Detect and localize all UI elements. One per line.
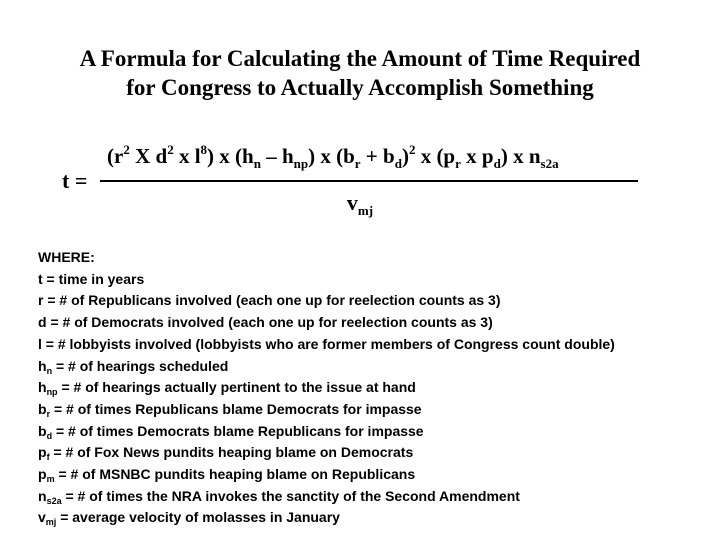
legend-row [38, 269, 708, 291]
legend-variable-subscript: r [46, 408, 51, 419]
legend-variable: p [38, 466, 47, 483]
num-hnp: – h [260, 144, 294, 168]
legend-definition: = # of hearings scheduled [52, 357, 229, 374]
legend-variable: r [38, 292, 44, 309]
legend-row [38, 377, 708, 399]
legend-heading: WHERE: [38, 249, 95, 265]
legend-definition: = # of times Democrats blame Republicans for impasse [52, 422, 424, 439]
legend-variable: v [38, 509, 46, 526]
legend-definition: = # lobbyists involved (lobbyists who are former members of Congress count double) [41, 335, 615, 352]
num-n: ) x n [500, 144, 541, 168]
legend-row [38, 312, 708, 334]
formula [0, 0, 720, 240]
legend-variable: d [38, 314, 47, 331]
num-bd-subscript: d [394, 156, 402, 171]
num-b-exponent: 2 [408, 142, 416, 157]
legend-variable-subscript: np [46, 387, 58, 398]
num-d-exponent: 2 [167, 142, 174, 157]
title-line-2: for Congress to Actually Accomplish Something [126, 75, 594, 100]
title-line-1: A Formula for Calculating the Amount of Time Required [79, 46, 641, 71]
legend-definition: = # of Democrats involved (each one up for reelection counts as 3) [46, 314, 493, 331]
legend-variable: b [38, 422, 47, 439]
legend-variable-subscript: f [46, 452, 50, 463]
legend-definition: = # of Fox News pundits heaping blame on Democrats [49, 444, 414, 461]
legend-definition: = # of times Republicans blame Democrats for impasse [50, 400, 422, 417]
num-hn: ) x (h [207, 144, 254, 168]
legend-definition: = # of hearings actually pertinent to the issue at hand [57, 379, 416, 396]
num-ns2a-subscript: s2a [540, 156, 559, 171]
legend-variable-subscript: mj [45, 517, 57, 528]
denom-v: v [346, 190, 358, 215]
formula-denominator [0, 190, 720, 216]
num-pr-subscript: r [455, 156, 461, 171]
num-b-close: ) [401, 144, 409, 168]
num-r: (r [107, 144, 124, 168]
legend-definition: = # of Republicans involved (each one up for reelection counts as 3) [43, 292, 501, 309]
legend-definition: = # of MSNBC pundits heaping blame on Republicans [54, 466, 416, 483]
num-pd: x p [460, 144, 494, 168]
num-bd: + b [360, 144, 395, 168]
legend-variable: n [38, 487, 47, 504]
legend-variable: l [38, 335, 42, 352]
legend-definition: = average velocity of molasses in January [56, 509, 340, 526]
num-hn-subscript: n [253, 156, 261, 171]
legend-variable: b [38, 400, 47, 417]
num-pd-subscript: d [493, 156, 501, 171]
legend-variable: h [38, 379, 47, 396]
legend-variable-subscript: m [46, 474, 55, 485]
legend-definition: = # of times the NRA invokes the sanctity of the Second Amendment [61, 487, 520, 504]
legend-row [38, 421, 708, 443]
num-pr: x (p [415, 144, 456, 168]
legend-row [38, 356, 708, 378]
legend-variable-subscript: s2a [46, 495, 62, 506]
legend-row [38, 507, 708, 529]
legend-variable: t [38, 270, 43, 287]
legend-variable-subscript: d [46, 430, 53, 441]
legend-row [38, 486, 708, 508]
num-br-subscript: r [354, 156, 361, 171]
legend-row [38, 334, 708, 356]
formula-numerator [107, 144, 559, 169]
num-l: x l [173, 144, 201, 168]
num-hnp-subscript: np [293, 156, 309, 171]
legend-items [38, 269, 708, 529]
legend-row [38, 442, 708, 464]
legend-row [38, 290, 708, 312]
legend-row [38, 464, 708, 486]
legend-row [38, 399, 708, 421]
legend-definition: = time in years [42, 270, 145, 287]
legend-variable: p [38, 444, 47, 461]
legend-variable-subscript: n [46, 365, 53, 376]
variable-legend [38, 247, 708, 529]
fraction-bar [100, 180, 638, 182]
formula-lhs: t = [62, 168, 88, 193]
denom-v-subscript: mj [357, 203, 374, 218]
num-l-exponent: 8 [200, 142, 208, 157]
num-d: X d [129, 144, 168, 168]
legend-variable: h [38, 357, 47, 374]
num-br: ) x (b [308, 144, 355, 168]
num-r-exponent: 2 [123, 142, 130, 157]
